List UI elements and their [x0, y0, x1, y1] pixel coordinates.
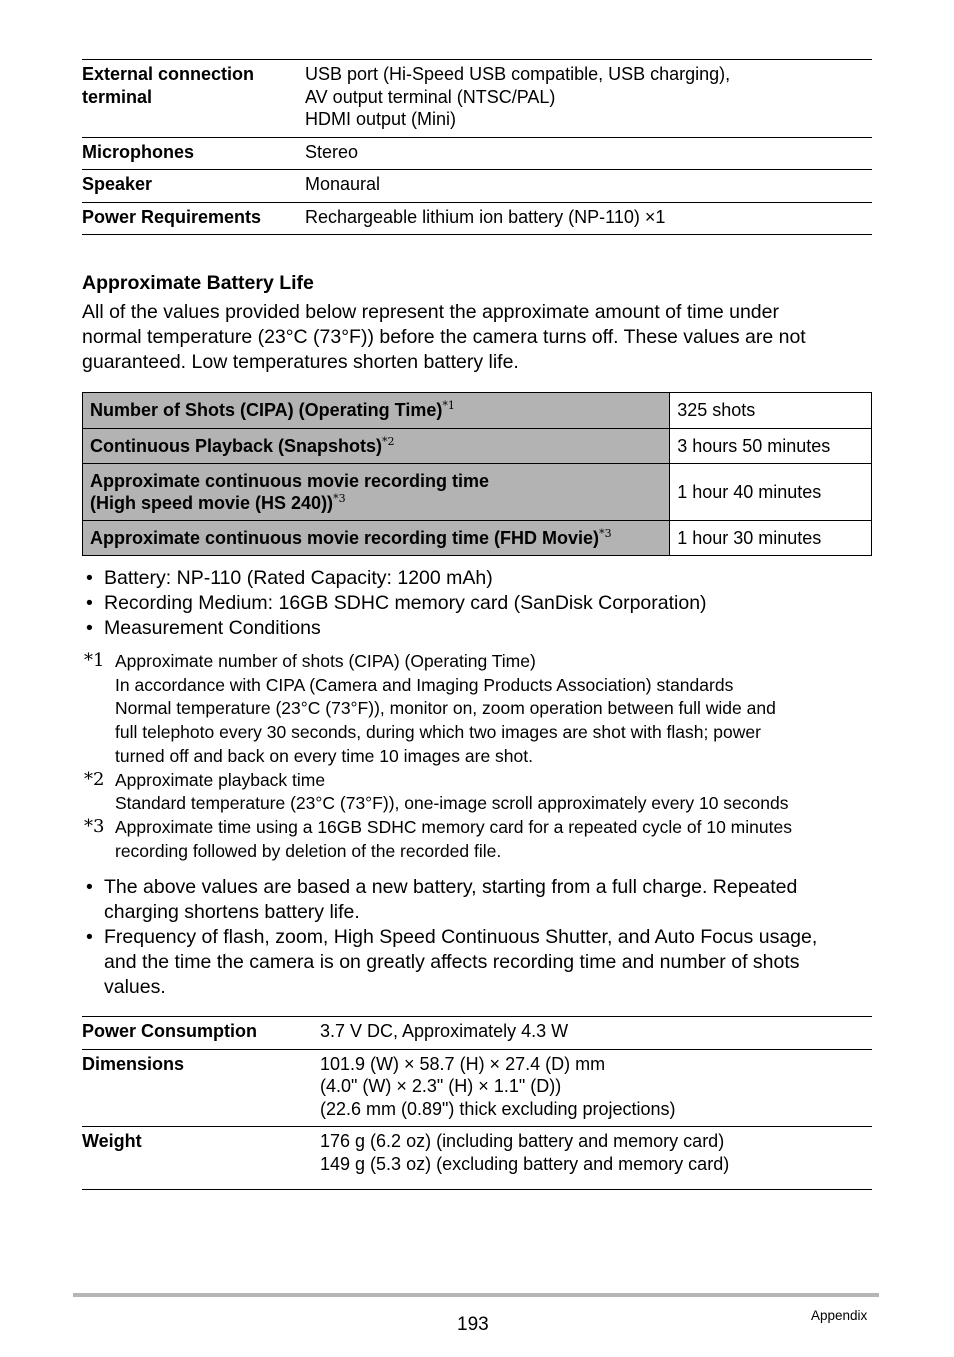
- battery-label-text: Continuous Playback (Snapshots): [90, 435, 383, 456]
- spec-label: Dimensions: [82, 1053, 185, 1074]
- footnote-mark: *3: [84, 815, 105, 837]
- footnote-line: turned off and back on every time 10 images are shot.: [115, 745, 533, 766]
- battery-value: 1 hour 40 minutes: [670, 464, 872, 521]
- spec-value: [320, 1049, 872, 1127]
- battery-row: [83, 393, 872, 429]
- spec-value-line: USB port (Hi-Speed USB compatible, USB charging),: [305, 64, 731, 84]
- spec-row: [82, 1049, 872, 1127]
- spec-value: 3.7 V DC, Approximately 4.3 W: [320, 1021, 569, 1041]
- intro-line: normal temperature (23°C (73°F)) before the camera turns off. These values are not: [82, 326, 806, 348]
- intro-line: guaranteed. Low temperatures shorten battery life.: [82, 351, 519, 373]
- list-item-line: and the time the camera is on greatly affects recording time and number of shots: [104, 951, 800, 973]
- intro-line: All of the values provided below represent the approximate amount of time under: [82, 301, 779, 323]
- footnote-line: Approximate number of shots (CIPA) (Operating Time): [115, 651, 536, 671]
- spec-row: [82, 170, 872, 203]
- spec-value: Monaural: [305, 174, 381, 194]
- footnote-line: Normal temperature (23°C (73°F)), monitor on, zoom operation between full wide and: [115, 698, 776, 719]
- notes-list: [82, 875, 882, 1000]
- list-item-line: charging shortens battery life.: [104, 901, 360, 923]
- spec-value-line: 101.9 (W) × 58.7 (H) × 27.4 (D) mm: [320, 1053, 606, 1074]
- list-item: • Recording Medium: 16GB SDHC memory card (SanDisk Corporation): [82, 591, 882, 616]
- footnotes: [84, 650, 884, 863]
- list-item: • Measurement Conditions: [82, 616, 882, 641]
- battery-label: [83, 429, 670, 464]
- spec-value-line: HDMI output (Mini): [305, 109, 457, 129]
- battery-life-table: [82, 392, 872, 556]
- footnote: [84, 816, 884, 863]
- spec-value: [320, 1127, 872, 1190]
- battery-row: [83, 429, 872, 464]
- battery-value: 1 hour 30 minutes: [670, 521, 872, 556]
- battery-row: [83, 521, 872, 556]
- spec-row: [82, 137, 872, 170]
- footnote-line: Approximate time using a 16GB SDHC memory card for a repeated cycle of 10 minutes: [115, 816, 792, 837]
- spec-row: [82, 1127, 872, 1190]
- spec-value: Rechargeable lithium ion battery (NP-110) ×1: [305, 206, 666, 227]
- spec-row: [82, 202, 872, 235]
- list-item-line: • The above values are based a new battery, starting from a full charge. Repeated: [104, 876, 798, 898]
- footnote-line: recording followed by deletion of the recorded file.: [115, 840, 502, 861]
- conditions-list: [82, 566, 882, 641]
- spec-label-line: terminal: [82, 86, 153, 107]
- footnote-line: Approximate playback time: [115, 769, 326, 790]
- footnote-line: In accordance with CIPA (Camera and Imaging Products Association) standards: [115, 674, 734, 695]
- footnote-mark: *1: [84, 650, 105, 671]
- list-item: [82, 875, 882, 925]
- footnote-line: full telephoto every 30 seconds, during which two images are shot with flash; power: [115, 722, 761, 743]
- spec-label: Power Consumption: [82, 1021, 257, 1041]
- footnote-line: Standard temperature (23°C (73°F)), one-image scroll approximately every 10 seconds: [115, 793, 789, 814]
- section-label: Appendix: [811, 1308, 868, 1323]
- battery-label: [83, 464, 670, 521]
- spec-label: Weight: [82, 1131, 142, 1151]
- footnote-ref: *3: [333, 492, 346, 505]
- spec-table-bottom: [82, 1016, 872, 1190]
- spec-label: [82, 60, 305, 138]
- spec-label: Power Requirements: [82, 206, 262, 227]
- battery-row: [83, 464, 872, 521]
- intro-paragraph: [82, 300, 882, 375]
- spec-value-line: AV output terminal (NTSC/PAL): [305, 86, 556, 107]
- section-heading: Approximate Battery Life: [82, 272, 314, 294]
- battery-label-text: Approximate continuous movie recording time (FHD Movie): [90, 527, 600, 548]
- spec-value-line: (4.0" (W) × 2.3" (H) × 1.1" (D)): [320, 1076, 562, 1096]
- battery-label: [83, 521, 670, 556]
- footnote-ref: *2: [382, 434, 395, 448]
- footnote: [84, 650, 884, 769]
- footnote-ref: *1: [442, 399, 455, 413]
- battery-label-text: (High speed movie (HS 240)): [90, 493, 334, 513]
- spec-label: Speaker: [82, 174, 153, 194]
- spec-row: [82, 60, 872, 138]
- spec-value: [305, 60, 872, 138]
- battery-label: [83, 393, 670, 429]
- spec-table-top: [82, 59, 872, 235]
- battery-value: 325 shots: [670, 393, 872, 429]
- list-item-line: values.: [104, 976, 166, 998]
- spec-value-line: (22.6 mm (0.89") thick excluding projections): [320, 1098, 676, 1119]
- page-number: 193: [457, 1314, 489, 1335]
- spec-label: Microphones: [82, 141, 195, 162]
- spec-value-line: 176 g (6.2 oz) (including battery and memory card): [320, 1131, 725, 1151]
- spec-value-line: 149 g (5.3 oz) (excluding battery and memory card): [320, 1153, 730, 1174]
- list-item: • Battery: NP-110 (Rated Capacity: 1200 mAh): [82, 566, 882, 591]
- battery-label-text: Number of Shots (CIPA) (Operating Time): [90, 400, 443, 421]
- spec-value: Stereo: [305, 141, 359, 162]
- list-item-line: • Frequency of flash, zoom, High Speed Continuous Shutter, and Auto Focus usage,: [104, 926, 818, 948]
- footnote: [84, 769, 884, 816]
- battery-label-text: Approximate continuous movie recording time: [90, 470, 490, 491]
- spec-row: [82, 1017, 872, 1050]
- spec-label-line: External connection: [82, 64, 255, 84]
- list-item: [82, 925, 882, 1000]
- footnote-ref: *3: [599, 526, 612, 540]
- footer-rule: [73, 1293, 879, 1297]
- battery-value: 3 hours 50 minutes: [670, 429, 872, 464]
- footnote-mark: *2: [84, 768, 105, 790]
